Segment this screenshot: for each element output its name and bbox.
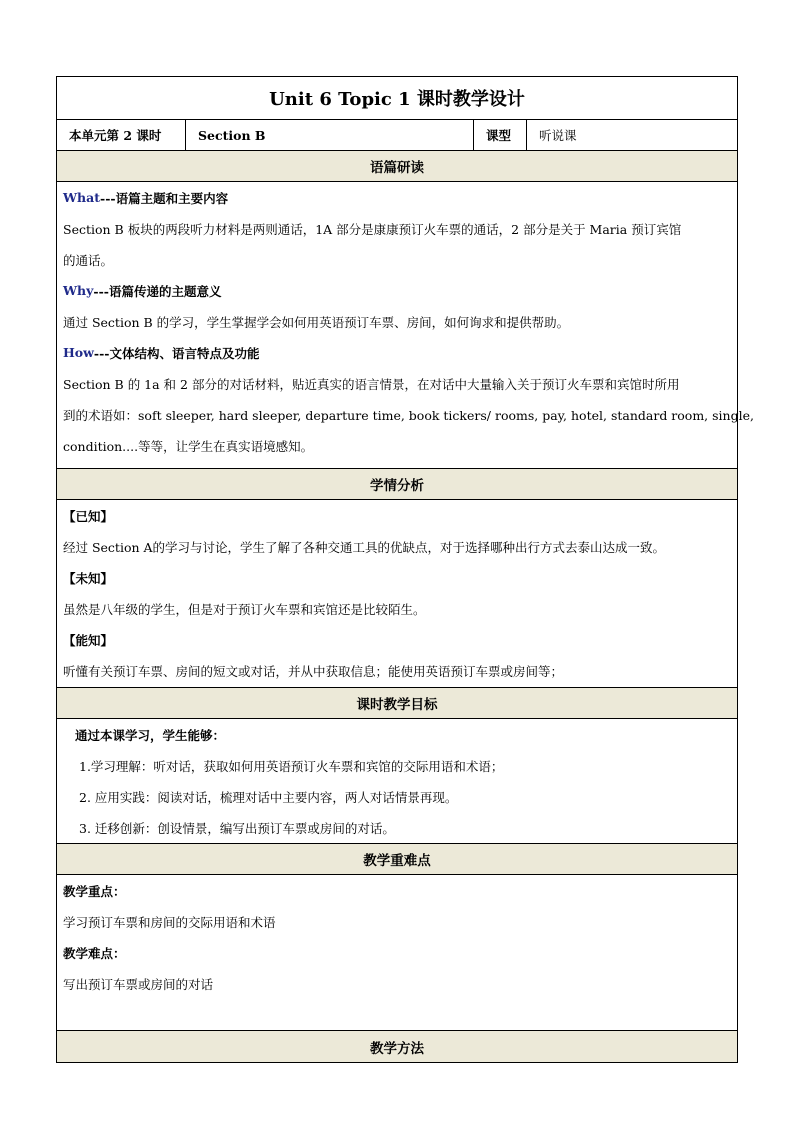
what-subtitle: ---语篇主题和主要内容 — [100, 190, 229, 206]
what-text-1: Section B 板块的两段听力材料是两则通话，1A 部分是康康预订火车票的通话，2 部分是关于 Maria 预订宾馆 — [63, 221, 682, 237]
analysis-header: 学情分析 — [57, 469, 737, 500]
how-text-3: condition....等等，让学生在真实语境感知。 — [63, 438, 314, 454]
goal-item: 1.学习理解：听对话，获取如何用英语预订火车票和宾馆的交际用语和术语； — [79, 758, 504, 774]
what-text-2: 的通话。 — [63, 252, 114, 268]
goal-item: 3. 迁移创新：创设情景，编写出预订车票或房间的对话。 — [79, 820, 395, 836]
why-label: Why — [63, 283, 94, 298]
goals-body — [57, 719, 737, 844]
goal-item: 2. 应用实践：阅读对话，梳理对话中主要内容，两人对话情景再现。 — [79, 789, 458, 805]
keypoints-body — [57, 875, 737, 1031]
focus-text: 学习预订车票和房间的交际用语和术语 — [63, 914, 276, 930]
why-text: 通过 Section B 的学习，学生掌握学会如何用英语预订车票、房间，如何询求和提供帮助。 — [63, 314, 570, 330]
able-text: 听懂有关预订车票、房间的短文或对话，并从中获取信息；能使用英语预订车票或房间等； — [63, 663, 564, 679]
page-title: Unit 6 Topic 1 课时教学设计 — [57, 77, 737, 120]
how-label: How — [63, 345, 94, 360]
how-text-2: 到的术语如：soft sleeper, hard sleeper, departure time, book tickers/ rooms, pay, hotel, standard room, single, — [63, 407, 754, 423]
reading-body — [57, 182, 754, 469]
lesson-type-label: 课型 — [474, 120, 527, 150]
difficulty-label: 教学难点： — [63, 945, 126, 961]
known-label: 【已知】 — [63, 508, 114, 524]
goals-intro: 通过本课学习，学生能够： — [75, 727, 226, 743]
how-text-1: Section B 的 1a 和 2 部分的对话材料，贴近真实的语言情景，在对话中大量输入关于预订火车票和宾馆时所用 — [63, 376, 680, 392]
able-label: 【能知】 — [63, 632, 114, 648]
how-subtitle: ---文体结构、语言特点及功能 — [93, 345, 260, 361]
how-heading — [63, 337, 731, 368]
unknown-text: 虽然是八年级的学生，但是对于预订火车票和宾馆还是比较陌生。 — [63, 601, 426, 617]
section-name: Section B — [186, 120, 474, 150]
lesson-plan-table — [56, 76, 754, 1063]
what-label: What — [63, 190, 100, 205]
lesson-number: 本单元第 2 课时 — [57, 120, 186, 150]
lesson-type-value: 听说课 — [539, 128, 577, 143]
meta-row — [57, 120, 737, 151]
what-heading — [63, 182, 731, 213]
keypoints-header: 教学重难点 — [57, 844, 737, 875]
difficulty-text: 写出预订车票或房间的对话 — [63, 976, 214, 992]
methods-header: 教学方法 — [57, 1031, 737, 1062]
known-text: 经过 Section A的学习与讨论，学生了解了各种交通工具的优缺点，对于选择哪种出行方式去泰山达成一致。 — [63, 539, 666, 555]
focus-label: 教学重点： — [63, 883, 126, 899]
goals-header: 课时教学目标 — [57, 688, 737, 719]
reading-header: 语篇研读 — [57, 151, 737, 182]
why-subtitle: ---语篇传递的主题意义 — [93, 283, 222, 299]
analysis-body — [57, 500, 737, 688]
why-heading — [63, 275, 731, 306]
unknown-label: 【未知】 — [63, 570, 114, 586]
